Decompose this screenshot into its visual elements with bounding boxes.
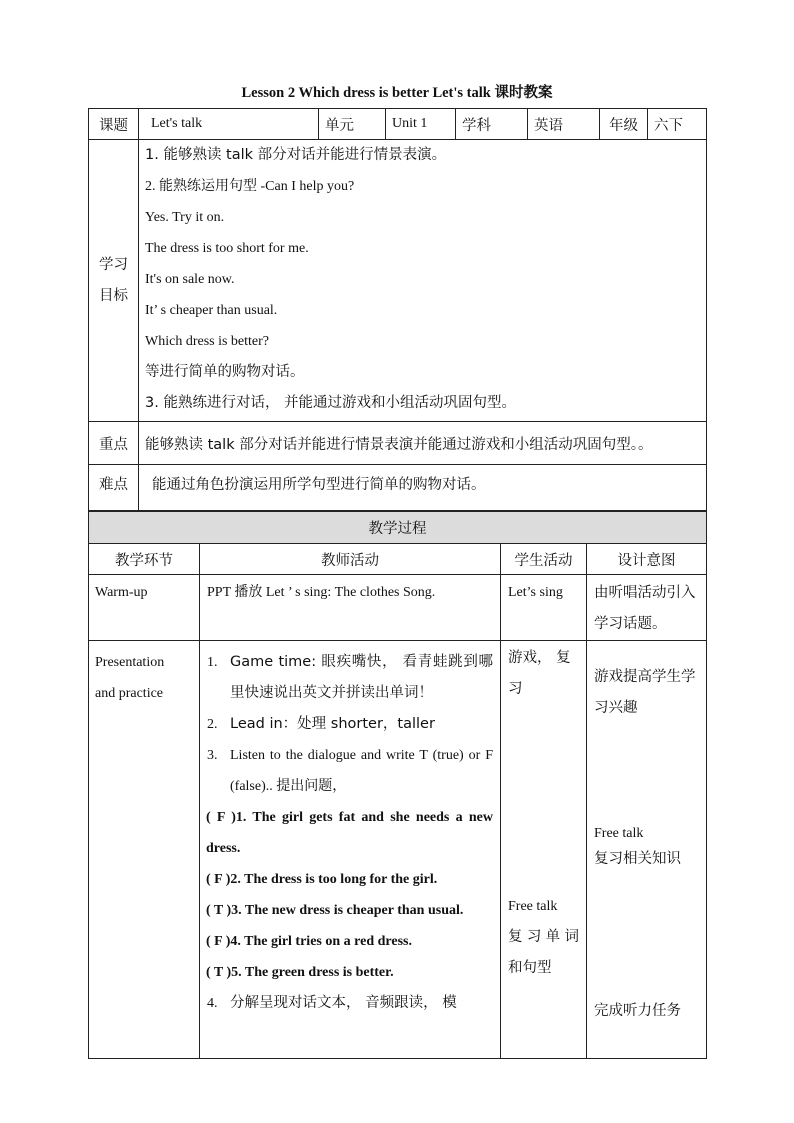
step-text: Lead in：处理 shorter，taller — [230, 716, 435, 732]
teaching-process-table — [88, 511, 707, 1059]
objectives-content — [139, 140, 707, 422]
lesson-info-table — [88, 108, 707, 511]
step-number: 3. — [207, 748, 218, 763]
intent-listening: 完成听力任务 — [594, 1003, 681, 1019]
course-value: Let's talk — [139, 109, 319, 140]
warmup-teacher: PPT 播放 Let ’ s sing: The clothes Song. — [200, 575, 501, 641]
teacher-step — [200, 709, 493, 740]
listening-question: ( F )1. The girl gets fat and she needs a new dress. — [206, 810, 493, 856]
subject-label: 学科 — [456, 109, 528, 140]
column-header-intent: 设计意图 — [587, 544, 707, 575]
unit-value: Unit 1 — [386, 109, 456, 140]
listening-question: ( F )4. The girl tries on a red dress. — [206, 934, 412, 949]
student-activity-review: 复习单词和句型 — [508, 929, 579, 976]
step-number: 4. — [207, 996, 218, 1011]
objective-line: The dress is too short for me. — [145, 241, 309, 256]
intent-free-talk: Free talk — [594, 826, 644, 841]
page-title: Lesson 2 Which dress is better Let's talk 课时教案 — [241, 85, 553, 101]
step-number: 1. — [207, 655, 218, 670]
presentation-student — [501, 641, 587, 1059]
column-header-teacher: 教师活动 — [200, 544, 501, 575]
step-text: 分解呈现对话文本， 音频跟读， 模 — [230, 995, 457, 1011]
course-label: 课题 — [89, 109, 139, 140]
step-text: Listen to the dialogue and write T (true) or F (false).. 提出问题， — [230, 748, 493, 794]
objective-line: Yes. Try it on. — [145, 210, 225, 225]
student-activity-game: 游戏， 复习 — [508, 650, 571, 697]
presentation-intent — [587, 641, 707, 1059]
objective-line: Which dress is better? — [145, 334, 270, 349]
intent-review: 复习相关知识 — [594, 851, 681, 867]
objective-line: It’ s cheaper than usual. — [145, 303, 278, 318]
listening-question: ( T )3. The new dress is cheaper than usual. — [206, 903, 464, 918]
grade-label: 年级 — [600, 109, 648, 140]
presentation-stage-line: and practice — [95, 686, 164, 701]
objectives-label — [89, 140, 139, 422]
objective-line: 3. 能熟练进行对话， 并能通过游戏和小组活动巩固句型。 — [145, 395, 517, 411]
listening-question: ( T )5. The green dress is better. — [206, 965, 394, 980]
process-header: 教学过程 — [89, 512, 707, 544]
listening-question: ( F )2. The dress is too long for the girl. — [206, 872, 438, 887]
column-header-student: 学生活动 — [501, 544, 587, 575]
warmup-intent: 由听唱活动引入学习话题。 — [587, 575, 707, 641]
difficulties-label: 难点 — [89, 465, 139, 511]
step-text: Game time: 眼疾嘴快， 看青蛙跳到哪里快速说出英文并拼读出单词！ — [230, 654, 493, 701]
teacher-steps — [200, 647, 493, 802]
teacher-step — [200, 740, 493, 802]
objectives-label-line: 学习 — [99, 256, 128, 273]
presentation-stage-line: Presentation — [95, 655, 165, 670]
key-points-label: 重点 — [89, 422, 139, 465]
intent-game: 游戏提高学生学习兴趣 — [594, 669, 696, 716]
grade-value: 六下 — [648, 109, 707, 140]
teacher-step — [200, 988, 493, 1019]
student-activity-free-talk: Free talk — [508, 899, 558, 914]
difficulties-text: 能通过角色扮演运用所学句型进行简单的购物对话。 — [139, 465, 707, 511]
objective-line: 等进行简单的购物对话。 — [145, 364, 305, 380]
objective-line: 1. 能够熟读 talk 部分对话并能进行情景表演。 — [145, 147, 447, 163]
teacher-step — [200, 647, 493, 709]
objective-line: 2. 能熟练运用句型 -Can I help you? — [145, 179, 355, 194]
objectives-label-line: 目标 — [99, 287, 128, 304]
step-number: 2. — [207, 717, 218, 732]
objective-line: It's on sale now. — [145, 272, 235, 287]
column-header-stage: 教学环节 — [89, 544, 200, 575]
warmup-student: Let’s sing — [501, 575, 587, 641]
presentation-teacher — [200, 641, 501, 1059]
subject-value: 英语 — [528, 109, 600, 140]
unit-label: 单元 — [319, 109, 386, 140]
warmup-stage: Warm-up — [89, 575, 200, 641]
presentation-stage — [89, 641, 200, 1059]
key-points-text: 能够熟读 talk 部分对话并能进行情景表演并能通过游戏和小组活动巩固句型。。 — [139, 422, 707, 465]
